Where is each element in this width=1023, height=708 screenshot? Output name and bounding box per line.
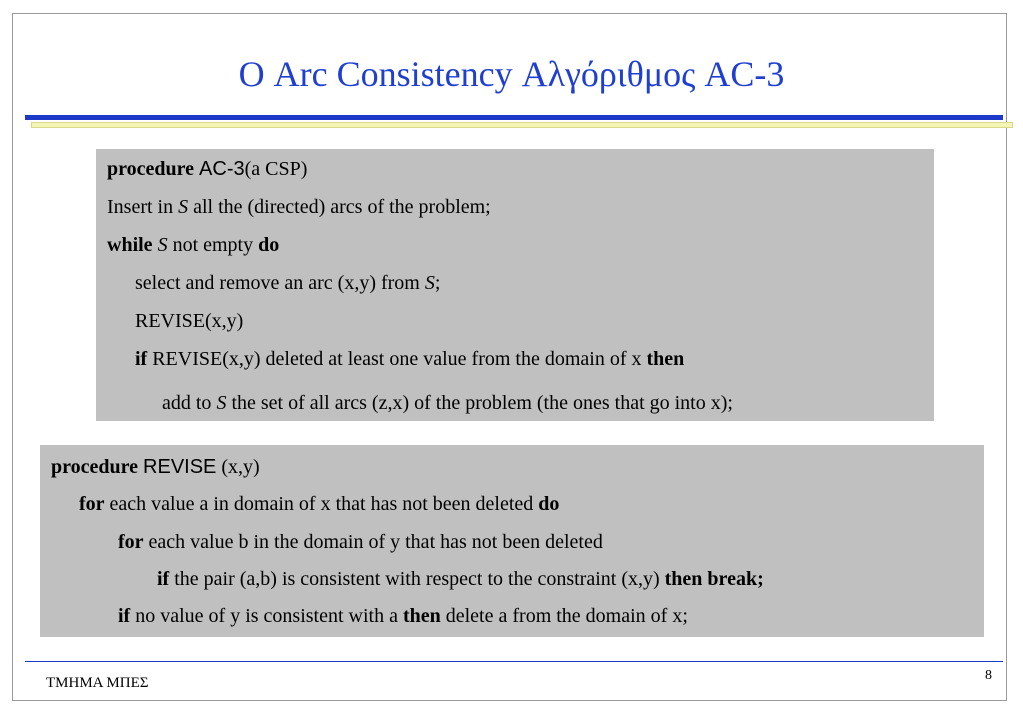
var-s: S xyxy=(424,272,435,294)
text: Insert in xyxy=(107,196,174,218)
ac3-line-5 xyxy=(135,308,243,334)
var-s: S xyxy=(157,234,168,256)
text: ; xyxy=(434,272,441,294)
procedure-args: (x,y) xyxy=(221,456,260,478)
procedure-name: REVISE xyxy=(143,456,217,478)
keyword-for: for xyxy=(118,531,144,553)
ac3-line-6 xyxy=(135,346,684,372)
var-s: S xyxy=(216,392,227,414)
text: delete a from the domain of x; xyxy=(445,605,688,627)
text: each value a in domain of x that has not been deleted xyxy=(109,493,534,515)
text: all the (directed) arcs of the problem; xyxy=(193,196,491,218)
title-underline-blue xyxy=(25,115,1003,120)
slide-title: Ο Arc Consistency Αλγόριθμος AC-3 xyxy=(238,54,785,94)
ac3-line-2 xyxy=(107,194,491,220)
revise-line-2 xyxy=(79,491,559,517)
keyword-then: then xyxy=(402,605,441,627)
procedure-name: AC-3 xyxy=(199,158,245,180)
keyword-if: if xyxy=(135,348,148,370)
text: no value of y is consistent with a xyxy=(135,605,398,627)
keyword-if: if xyxy=(157,568,170,590)
keyword-while: while xyxy=(107,234,153,256)
text: the pair (a,b) is consistent with respect to the constraint (x,y) xyxy=(174,568,660,590)
keyword-for: for xyxy=(79,493,105,515)
text: the set of all arcs (z,x) of the problem (the ones that go into x); xyxy=(231,392,733,414)
footer-department: ΤΜΗΜΑ ΜΠΕΣ xyxy=(46,675,149,691)
revise-line-3 xyxy=(118,529,603,555)
procedure-args: (a CSP) xyxy=(244,158,308,180)
ac3-line-3 xyxy=(107,232,279,258)
revise-line-4 xyxy=(157,566,764,592)
keyword-then: then xyxy=(646,348,685,370)
text: add to xyxy=(162,392,212,414)
keyword-procedure: procedure xyxy=(51,456,139,478)
revise-procedure-box xyxy=(40,445,984,637)
ac3-procedure-box xyxy=(96,149,934,421)
footer-rule xyxy=(25,661,1003,662)
revise-line-5 xyxy=(118,603,688,629)
keyword-procedure: procedure xyxy=(107,158,195,180)
text: select and remove an arc (x,y) from xyxy=(135,272,420,294)
text: REVISE(x,y) deleted at least one value from the domain of x xyxy=(152,348,642,370)
title-underline-yellow xyxy=(31,122,1013,128)
keyword-if: if xyxy=(118,605,131,627)
page-number: 8 xyxy=(985,668,992,683)
ac3-line-4 xyxy=(135,270,440,296)
keyword-do: do xyxy=(258,234,280,256)
text: each value b in the domain of y that has not been deleted xyxy=(148,531,603,553)
ac3-line-7 xyxy=(162,390,733,416)
ac3-line-1 xyxy=(107,156,307,182)
keyword-then-break: then break; xyxy=(664,568,764,590)
keyword-do: do xyxy=(538,493,560,515)
var-s: S xyxy=(178,196,189,218)
revise-line-1 xyxy=(51,454,260,480)
text: not empty xyxy=(172,234,254,256)
text: REVISE(x,y) xyxy=(135,310,244,332)
